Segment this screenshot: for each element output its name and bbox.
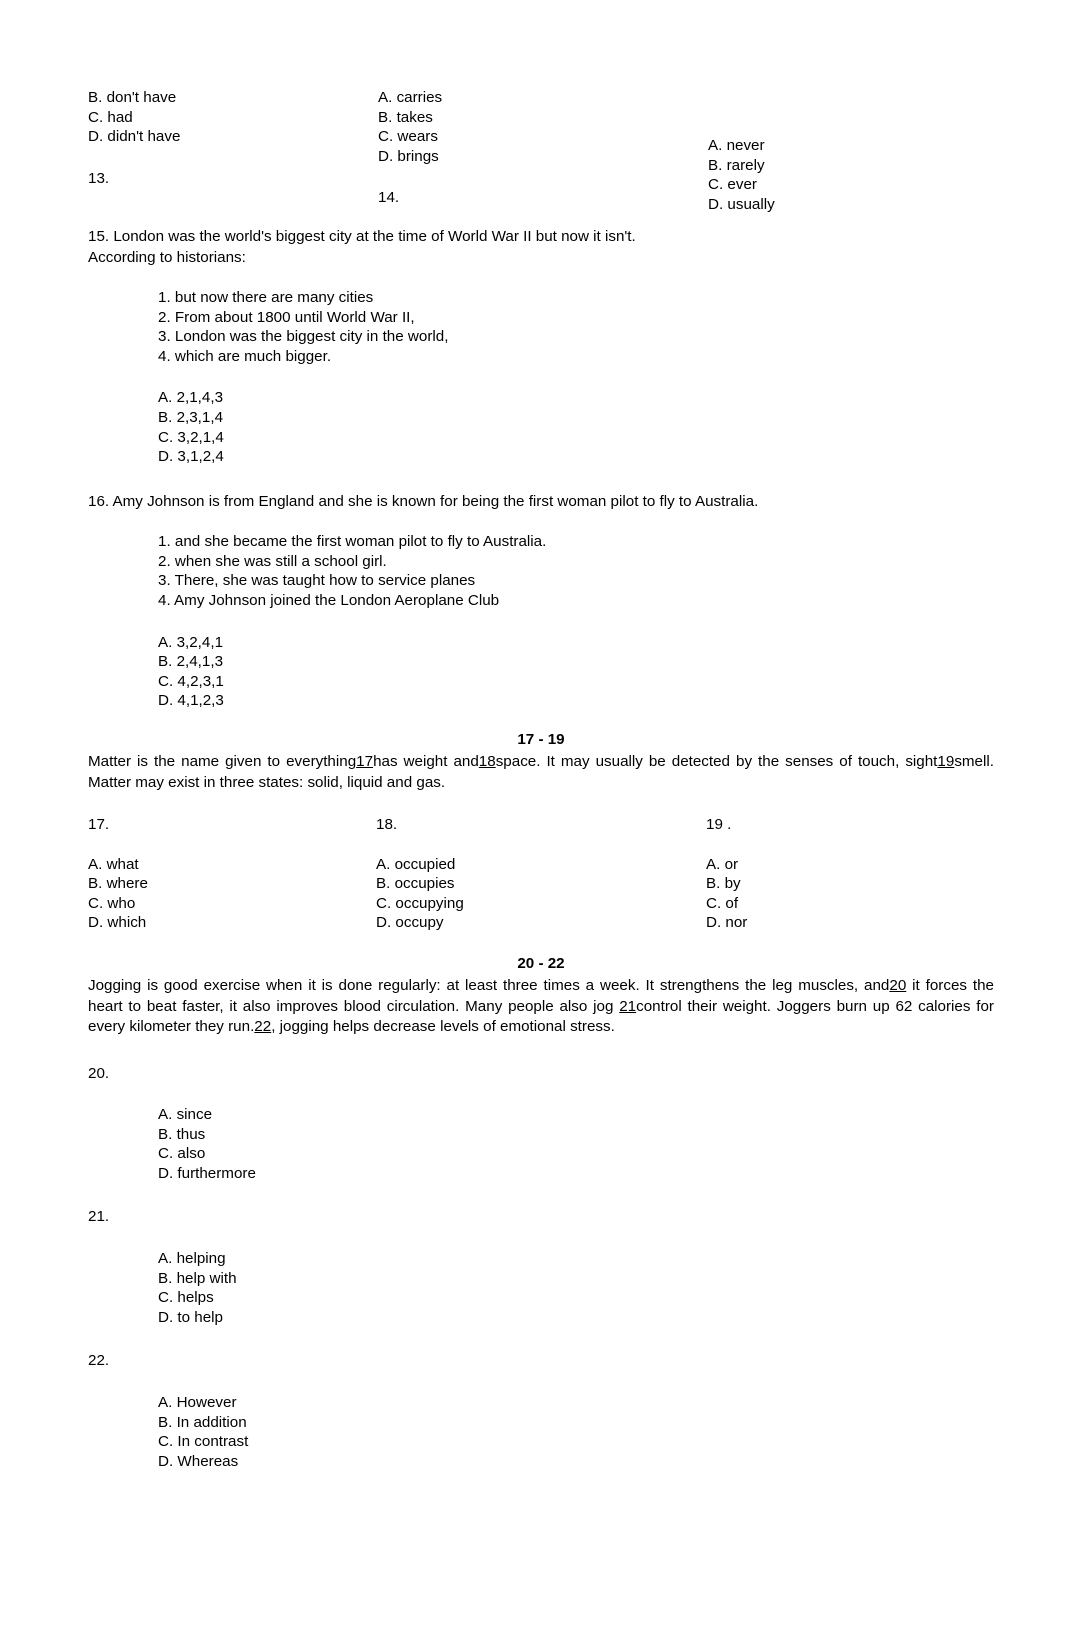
question-number-13: 13. (88, 169, 110, 187)
question-number-19: 19 . (706, 816, 732, 833)
option-item: C. had (88, 108, 133, 126)
question-number-18: 18. (376, 816, 398, 833)
passage-text: Jogging is good exercise when it is done regularly: at least three times a week. It strengthens the leg muscles, and (88, 977, 890, 994)
option-item: A. never (708, 137, 765, 154)
fragment-item: 1. but now there are many cities (158, 289, 374, 306)
question-20 (88, 1064, 994, 1184)
passage-text: has weight and (373, 753, 479, 770)
option-item: A. carries (378, 89, 443, 106)
top-options-block (88, 88, 994, 218)
fragment-item: 2. From about 1800 until World War II, (158, 308, 415, 326)
option-item: D. furthermore (158, 1164, 256, 1182)
blank-20: 20 (889, 977, 907, 994)
blank-19: 19 (937, 753, 955, 770)
fragment-item: 4. which are much bigger. (158, 347, 332, 365)
fragment-item: 4. Amy Johnson joined the London Aeroplane Club (158, 592, 500, 610)
question-21-options (158, 1249, 994, 1327)
fragment-item: 3. London was the biggest city in the world, (158, 328, 449, 346)
section-17-19-passage (88, 752, 994, 793)
blank-21: 21 (619, 997, 637, 1015)
question-13-column (88, 88, 180, 188)
option-item: B. by (706, 875, 741, 893)
option-item: A. However (158, 1394, 237, 1412)
option-item: A. 2,1,4,3 (158, 389, 224, 407)
option-item: B. occupies (376, 875, 455, 893)
question-16-fragments (158, 532, 994, 610)
question-21 (88, 1207, 994, 1327)
question-16 (88, 492, 994, 711)
question-15-options (158, 388, 994, 466)
option-item: B. takes (378, 108, 433, 126)
option-item: B. don't have (88, 89, 177, 106)
option-item: C. ever (708, 176, 757, 194)
section-heading-17-19: 17 - 19 (517, 731, 565, 748)
option-item: D. nor (706, 914, 748, 932)
option-item: D. Whereas (158, 1452, 239, 1470)
passage-text: smell. Matter may exist in three states: solid, liquid and gas. (88, 753, 994, 791)
question-20-options (158, 1105, 994, 1183)
passage-text: , jogging helps decrease levels of emotional stress. (271, 1018, 615, 1035)
option-item: C. 3,2,1,4 (158, 428, 224, 446)
question-16-stem: 16. Amy Johnson is from England and she is known for being the first woman pilot to fly to Australia. (88, 492, 759, 510)
option-item: C. 4,2,3,1 (158, 672, 224, 690)
option-item: A. 3,2,4,1 (158, 633, 224, 651)
blank-17: 17 (356, 753, 374, 770)
option-item: B. In addition (158, 1413, 247, 1431)
option-item: D. 4,1,2,3 (158, 692, 224, 710)
option-item: C. wears (378, 128, 438, 146)
blank-18: 18 (478, 753, 496, 770)
question-16-options (158, 633, 994, 711)
passage-text: Joggers burn up 62 calories for every kilometer they run. (88, 997, 994, 1035)
fragment-item: 2. when she was still a school girl. (158, 552, 387, 570)
passage-text: sight (905, 753, 938, 770)
question-22 (88, 1351, 994, 1471)
section-20-22 (88, 954, 994, 1471)
question-17-column (88, 815, 148, 933)
option-item: A. or (706, 855, 739, 873)
question-18-column (376, 815, 464, 933)
option-item: D. didn't have (88, 128, 181, 146)
option-item: C. occupying (376, 894, 464, 912)
option-item: B. where (88, 875, 148, 893)
option-item: B. help with (158, 1269, 237, 1287)
option-item: B. 2,3,1,4 (158, 408, 224, 426)
question-22-options (158, 1393, 994, 1471)
passage-text: Matter is the name given to everything (88, 753, 357, 770)
question-14-column (378, 88, 442, 208)
option-item: A. what (88, 855, 139, 873)
question-19-column (706, 815, 747, 933)
option-item: B. 2,4,1,3 (158, 653, 224, 671)
fragment-item: 1. and she became the first woman pilot to fly to Australia. (158, 533, 547, 551)
option-item: A. helping (158, 1250, 226, 1268)
question-number-22: 22. (88, 1352, 110, 1370)
section-20-22-passage (88, 976, 994, 1038)
option-item: D. occupy (376, 914, 444, 932)
question-15-stem-line1: 15. London was the world's biggest city at the time of World War II but now it isn't. (88, 228, 636, 245)
question-14-options-column (708, 136, 775, 214)
option-item: A. occupied (376, 855, 456, 873)
option-item: D. brings (378, 147, 439, 165)
option-item: B. rarely (708, 156, 765, 174)
passage-text: it forces the heart to beat faster, it also improves blood circulation. Many people also jog (88, 977, 994, 1015)
option-item: D. to help (158, 1308, 224, 1326)
option-item: C. who (88, 894, 136, 912)
question-number-17: 17. (88, 816, 110, 833)
question-15-fragments (158, 288, 994, 366)
passage-text: control their weight. (636, 997, 771, 1015)
section-17-19 (88, 730, 994, 950)
fragment-item: 3. There, she was taught how to service planes (158, 572, 476, 590)
option-item: D. which (88, 914, 147, 932)
section-heading-20-22: 20 - 22 (517, 955, 565, 972)
passage-text: space. It may usually be detected by the senses of touch, (495, 753, 900, 770)
option-item: D. 3,1,2,4 (158, 448, 224, 466)
option-item: A. since (158, 1106, 213, 1124)
question-15-stem-line2: According to historians: (88, 248, 246, 266)
question-number-21: 21. (88, 1208, 110, 1226)
option-item: D. usually (708, 195, 775, 213)
option-item: C. of (706, 894, 739, 912)
question-number-20: 20. (88, 1064, 110, 1082)
option-item: C. In contrast (158, 1433, 249, 1451)
question-number-14: 14. (378, 189, 400, 207)
option-item: C. helps (158, 1289, 214, 1307)
question-15 (88, 227, 994, 467)
option-item: C. also (158, 1145, 206, 1163)
option-item: B. thus (158, 1125, 206, 1143)
blank-22: 22 (254, 1018, 272, 1035)
section-17-19-answers (88, 815, 994, 950)
